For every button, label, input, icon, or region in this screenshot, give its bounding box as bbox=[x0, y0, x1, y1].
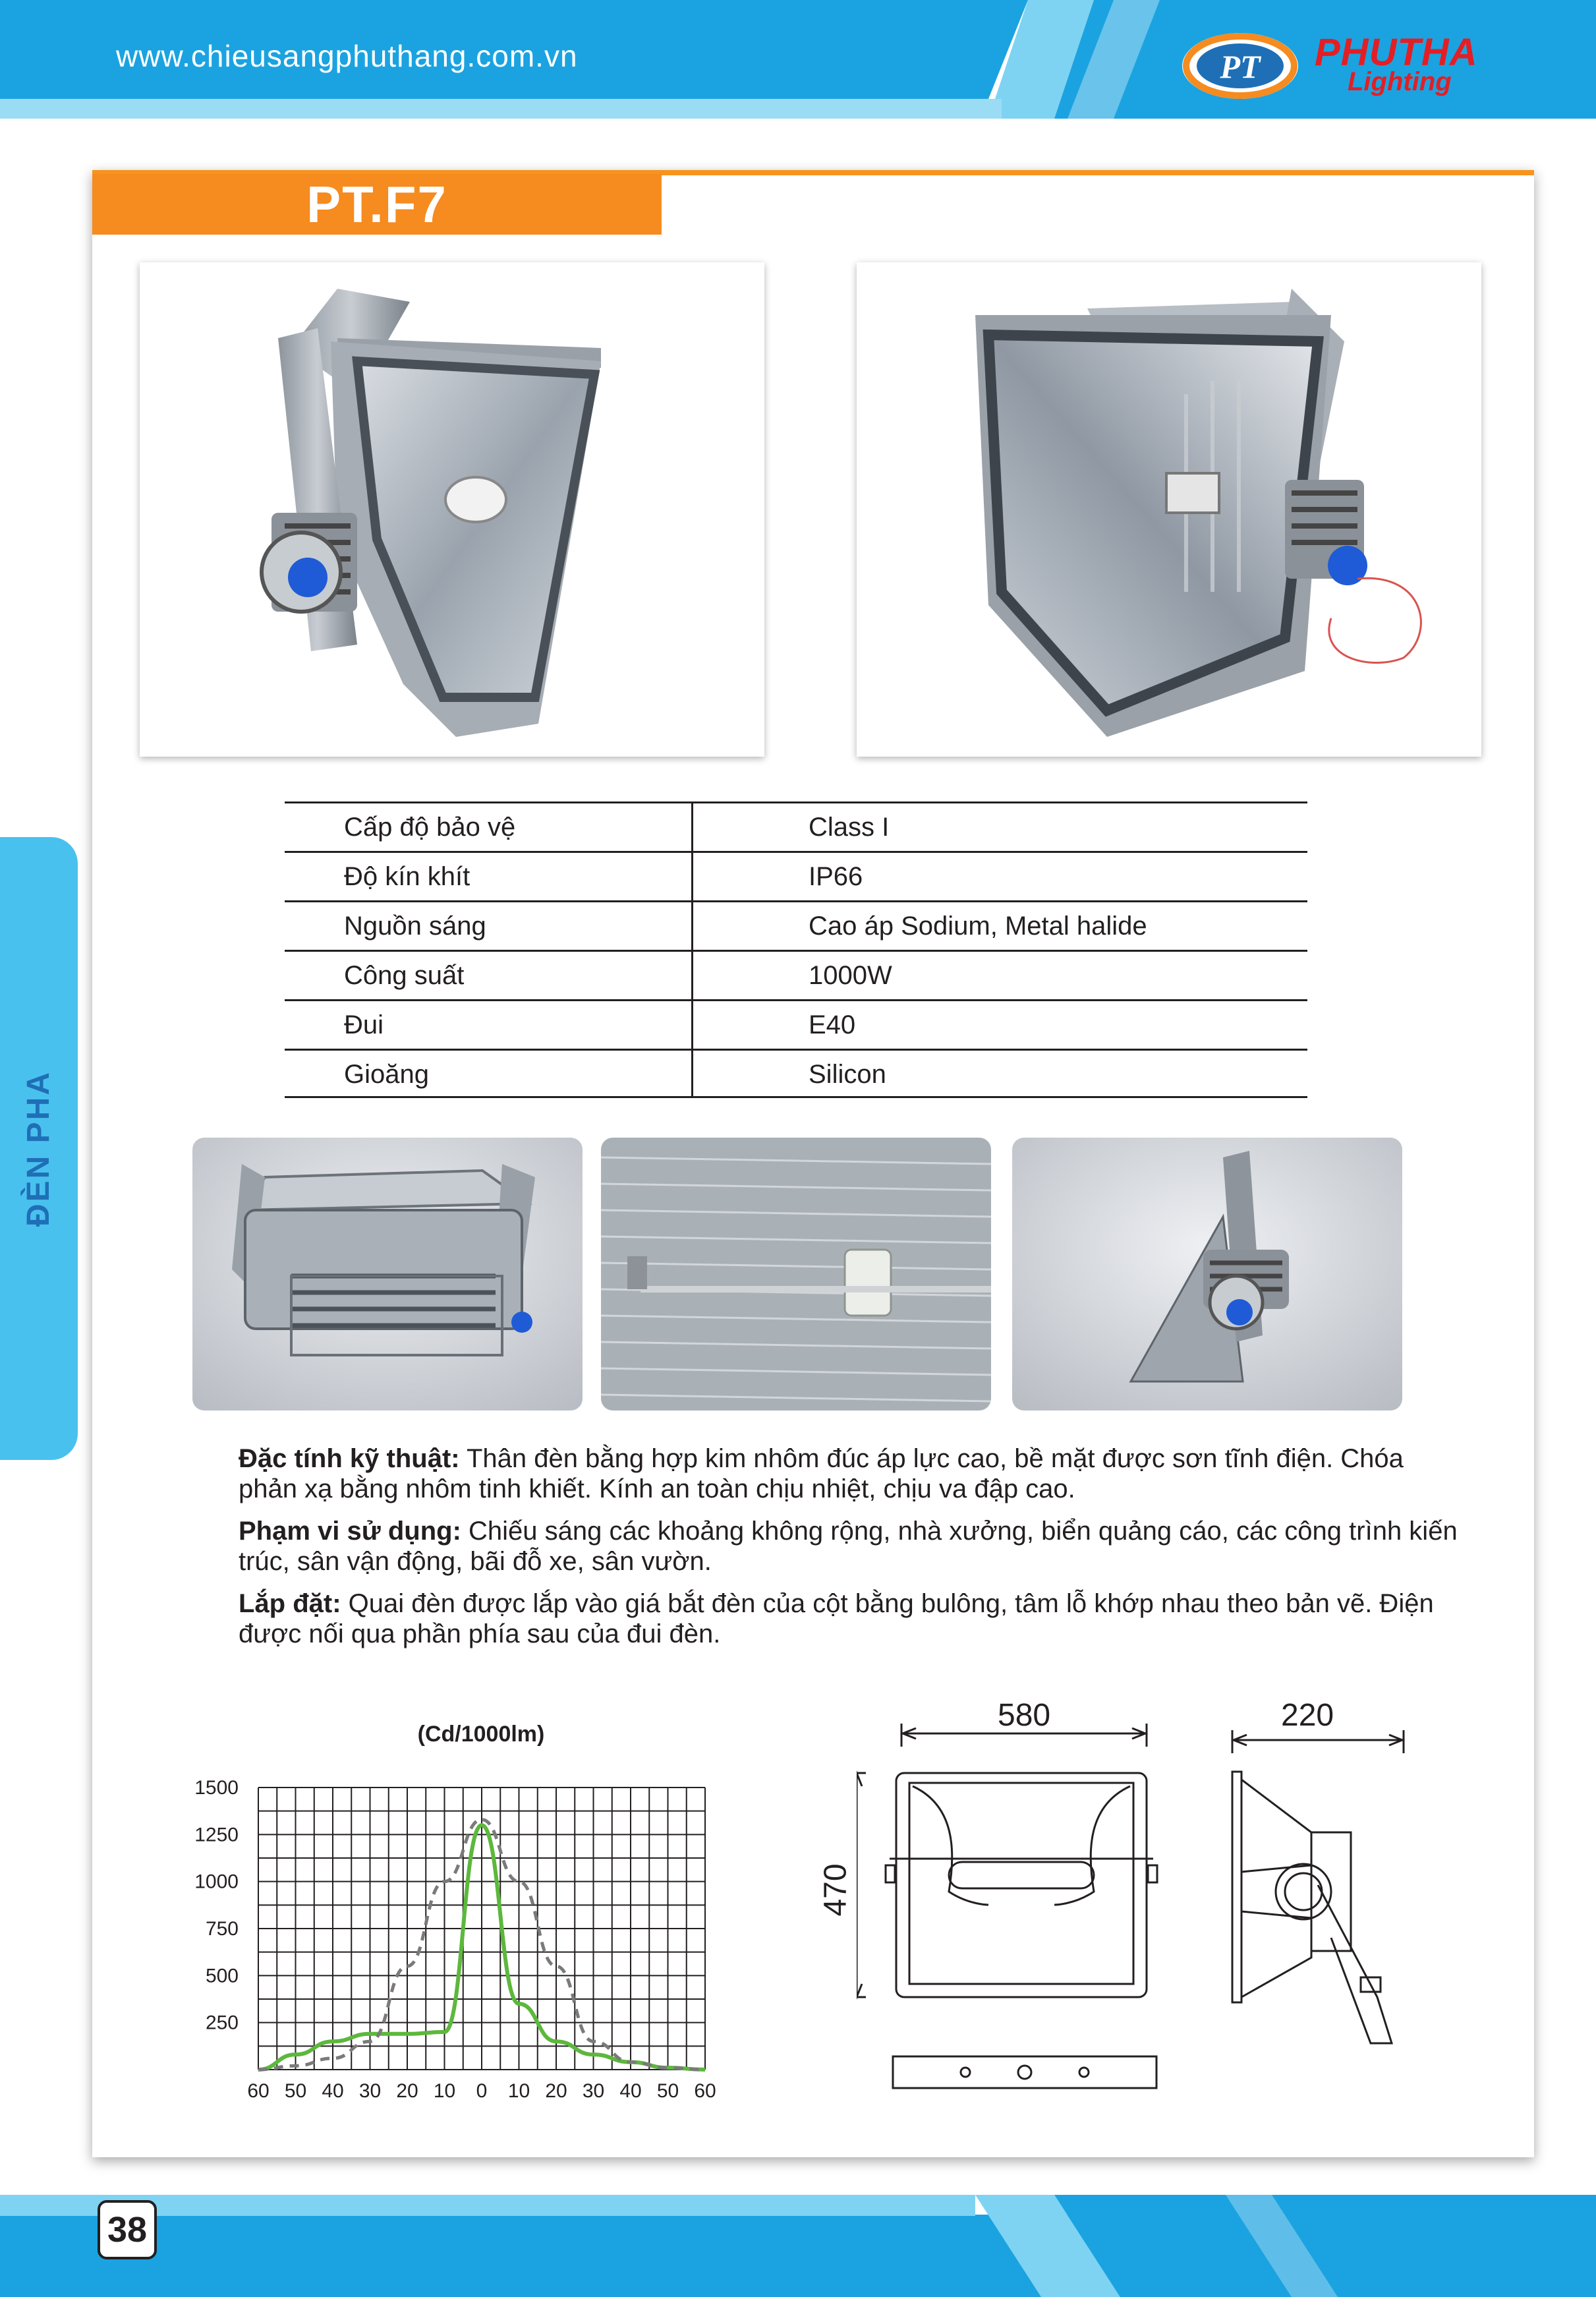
x-tick-label: 40 bbox=[322, 2080, 344, 2102]
front-dimension-drawing bbox=[857, 1687, 1173, 2109]
y-tick-label: 250 bbox=[205, 2012, 239, 2034]
spec-value: Silicon bbox=[809, 1060, 886, 1089]
spec-value: E40 bbox=[809, 1010, 856, 1039]
category-side-tab[interactable] bbox=[0, 837, 78, 1460]
thumbnail-reflector-detail bbox=[601, 1138, 991, 1410]
logo-subtitle: Lighting bbox=[1348, 67, 1452, 96]
thumbnail-side-view bbox=[1012, 1138, 1402, 1410]
tech-text: Thân đèn bằng hợp kim nhôm đúc áp lực cao, bề mặt được sơn tĩnh điện. Chóa phản xạ bằng nhôm tinh khiết. Kính an toàn chịu nhiệt, chịu va đập cao. bbox=[239, 1444, 1404, 1503]
install-label: Lắp đặt: bbox=[239, 1589, 341, 1618]
product-title: PT.F7 bbox=[306, 175, 447, 233]
category-label: ĐÈN PHA bbox=[21, 1070, 57, 1227]
tech-label: Đặc tính kỹ thuật: bbox=[239, 1444, 460, 1473]
usage-label: Phạm vi sử dụng: bbox=[239, 1517, 461, 1546]
spec-row bbox=[285, 801, 1307, 851]
y-tick-label: 1500 bbox=[194, 1777, 239, 1799]
spec-table bbox=[285, 801, 1307, 1098]
y-tick-label: 750 bbox=[205, 1918, 239, 1940]
spec-value: Class I bbox=[809, 813, 890, 842]
product-photo-angled bbox=[857, 262, 1481, 757]
y-tick-label: 1000 bbox=[194, 1871, 239, 1893]
x-tick-label: 10 bbox=[433, 2080, 456, 2102]
spec-value: 1000W bbox=[809, 961, 892, 990]
spec-row bbox=[285, 851, 1307, 900]
spec-row bbox=[285, 900, 1307, 950]
thumbnail-rear-view bbox=[192, 1138, 583, 1410]
usage-paragraph bbox=[239, 1516, 1458, 1577]
x-tick-label: 20 bbox=[545, 2080, 567, 2102]
side-dimension-drawing bbox=[1219, 1714, 1417, 2056]
header-band bbox=[0, 0, 1596, 119]
product-photo-front bbox=[140, 262, 764, 757]
website-url[interactable]: www.chieusangphuthang.com.vn bbox=[116, 39, 578, 73]
product-title-bar bbox=[92, 174, 662, 235]
y-tick-label: 500 bbox=[205, 1965, 239, 1987]
x-tick-label: 50 bbox=[656, 2080, 679, 2102]
tech-paragraph bbox=[239, 1443, 1458, 1504]
spec-row bbox=[285, 950, 1307, 999]
spec-row bbox=[285, 999, 1307, 1049]
spec-value: IP66 bbox=[809, 862, 863, 891]
x-tick-label: 60 bbox=[694, 2080, 716, 2102]
page-number: 38 bbox=[98, 2200, 157, 2259]
spec-value: Cao áp Sodium, Metal halide bbox=[809, 912, 1147, 941]
x-tick-label: 10 bbox=[507, 2080, 530, 2102]
product-description bbox=[239, 1443, 1458, 1661]
spec-row bbox=[285, 1049, 1307, 1098]
light-distribution-chart bbox=[171, 1753, 738, 2109]
x-tick-label: 40 bbox=[619, 2080, 642, 2102]
spec-label: Nguồn sáng bbox=[285, 902, 693, 950]
x-tick-label: 60 bbox=[247, 2080, 270, 2102]
height-dimension: 470 bbox=[818, 1863, 853, 1917]
logo-brand: PHUTHA bbox=[1315, 31, 1478, 74]
company-logo bbox=[1180, 26, 1483, 105]
chart-title: (Cd/1000lm) bbox=[417, 1722, 545, 1747]
spec-label: Đui bbox=[285, 1001, 693, 1049]
x-tick-label: 50 bbox=[284, 2080, 307, 2102]
x-tick-label: 30 bbox=[358, 2080, 382, 2102]
usage-text: Chiếu sáng các khoảng không rộng, nhà xưởng, biển quảng cáo, các công trình kiến trúc, sân vận động, bãi đỗ xe, sân vườn. bbox=[239, 1517, 1458, 1576]
logo-mark: PT bbox=[1220, 48, 1261, 85]
depth-dimension: 220 bbox=[1281, 1698, 1334, 1733]
x-tick-label: 30 bbox=[582, 2080, 605, 2102]
x-tick-label: 0 bbox=[476, 2080, 488, 2102]
width-dimension: 580 bbox=[998, 1698, 1051, 1733]
x-tick-label: 20 bbox=[396, 2080, 418, 2102]
spec-label: Cấp độ bảo vệ bbox=[285, 803, 693, 851]
install-paragraph bbox=[239, 1588, 1458, 1649]
spec-label: Gioăng bbox=[285, 1051, 693, 1096]
install-text: Quai đèn được lắp vào giá bắt đèn của cột bằng bulông, tâm lỗ khớp nhau theo bản vẽ. Điện được nối qua phần phía sau của đui đèn. bbox=[239, 1589, 1434, 1648]
spec-label: Công suất bbox=[285, 952, 693, 999]
footer-band bbox=[0, 2195, 1596, 2297]
y-tick-label: 1250 bbox=[194, 1824, 239, 1846]
spec-label: Độ kín khít bbox=[285, 853, 693, 900]
